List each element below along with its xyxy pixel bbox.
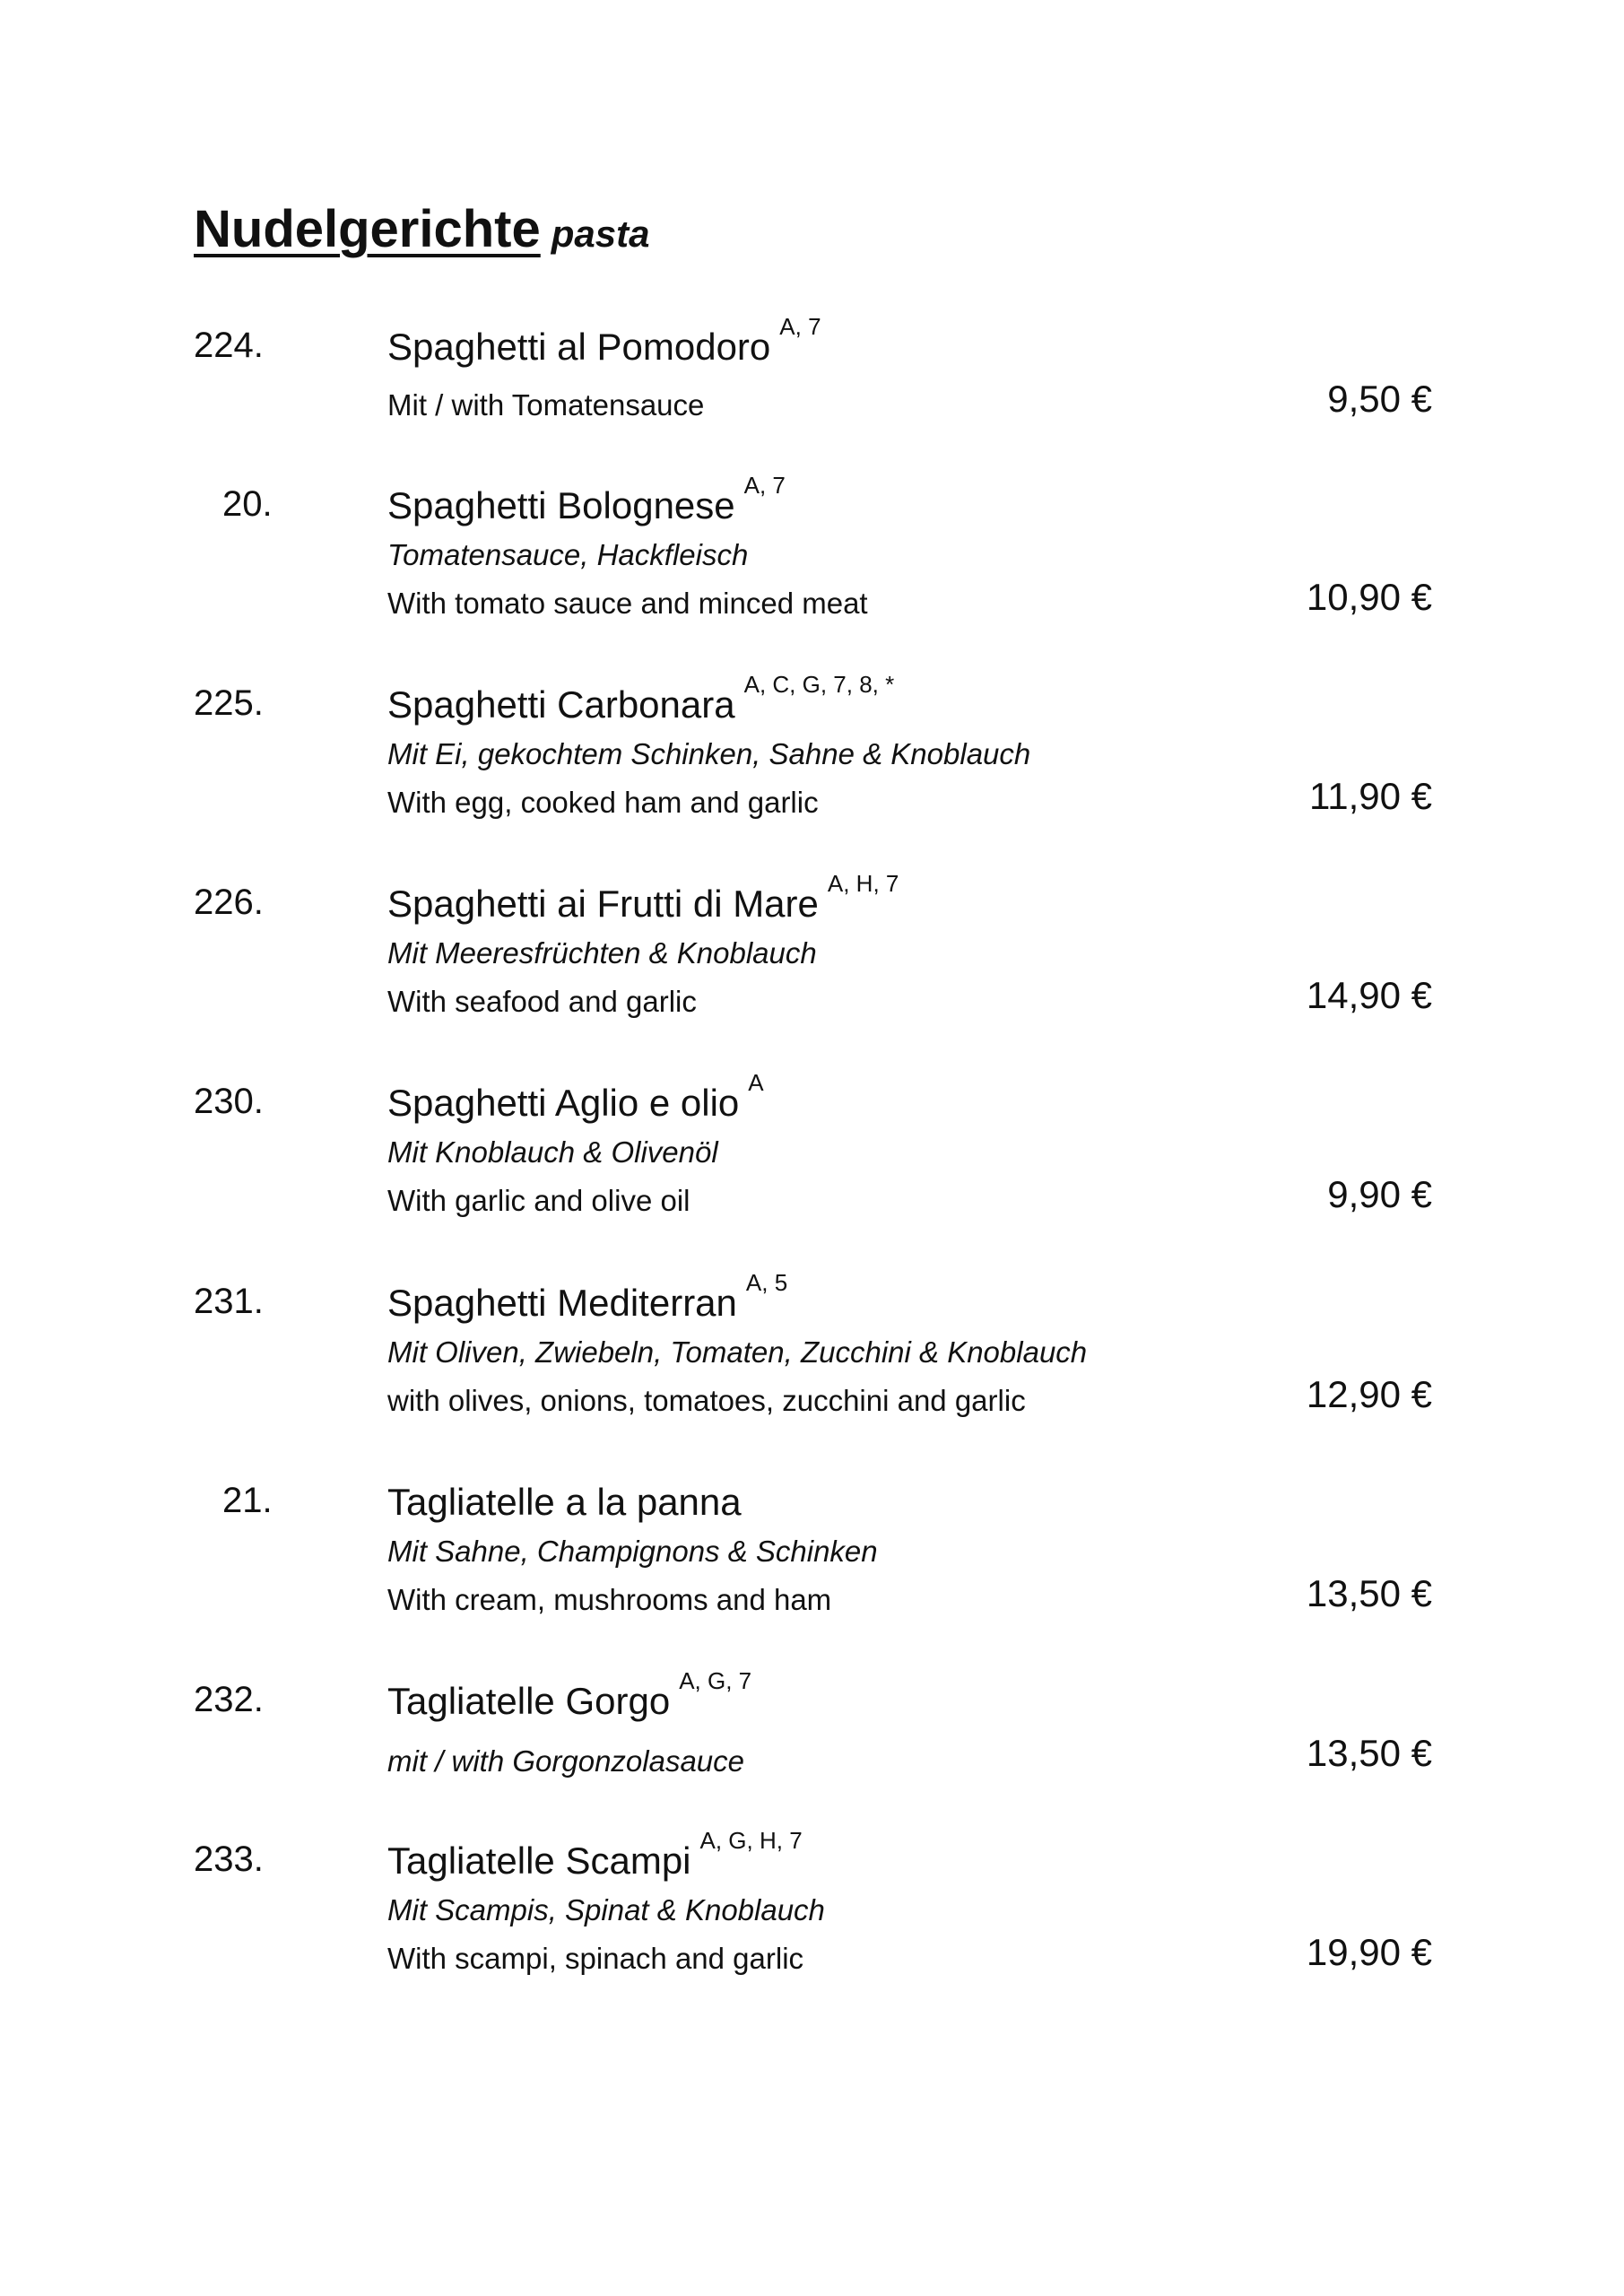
item-name: Tagliatelle a la panna — [387, 1481, 742, 1523]
item-description-en: Mit / with Tomatensauce — [387, 388, 705, 422]
item-allergens: A, 7 — [779, 313, 821, 340]
heading-title: Nudelgerichte — [194, 200, 541, 258]
item-price: 9,90 € — [1327, 1173, 1432, 1215]
item-number: 21. — [222, 1481, 273, 1520]
item-number: 225. — [194, 683, 264, 723]
item-description-en: With scampi, spinach and garlic — [387, 1942, 804, 1975]
item-description-en: With cream, mushrooms and ham — [387, 1583, 832, 1616]
item-price: 19,90 € — [1306, 1931, 1432, 1973]
item-number: 226. — [194, 883, 264, 922]
item-description-en: with olives, onions, tomatoes, zucchini and garlic — [387, 1384, 1026, 1417]
item-price: 9,50 € — [1327, 378, 1432, 420]
item-number: 233. — [194, 1839, 264, 1879]
item-number: 230. — [194, 1082, 264, 1121]
item-description-de: Mit Scampis, Spinat & Knoblauch — [387, 1893, 825, 1926]
item-number: 232. — [194, 1680, 264, 1719]
item-price: 13,50 € — [1306, 1732, 1432, 1774]
item-name: Spaghetti Mediterran $^{A, 5}$ — [387, 1269, 788, 1324]
item-price: 13,50 € — [1306, 1572, 1432, 1614]
item-description-de: Tomatensauce, Hackfleisch — [387, 538, 749, 571]
item-description-de: Mit Knoblauch & Olivenöl — [387, 1135, 718, 1169]
item-allergens: A, 5 — [745, 1269, 788, 1296]
item-name: Spaghetti Aglio e olio $^A$ — [387, 1069, 764, 1124]
item-name: Tagliatelle Scampi $^{A, G, H, 7}$ — [387, 1827, 803, 1882]
item-number: 231. — [194, 1282, 264, 1321]
item-name: Spaghetti al Pomodoro $^{A, 7}$ — [387, 313, 821, 368]
item-description-en: With tomato sauce and minced meat — [387, 587, 868, 620]
item-allergens: A, C, G, 7, 8, * — [743, 671, 895, 698]
item-allergens: A — [748, 1069, 764, 1096]
item-number: 20. — [222, 484, 273, 524]
item-allergens: A, G, H, 7 — [699, 1827, 803, 1854]
item-allergens: A, H, 7 — [827, 870, 899, 897]
item-allergens: A, G, 7 — [679, 1667, 752, 1694]
item-price: 11,90 € — [1308, 775, 1432, 817]
item-name: Spaghetti ai Frutti di Mare $^{A, H, 7}$ — [387, 870, 899, 925]
item-description-en: With egg, cooked ham and garlic — [387, 786, 819, 819]
item-description-en: With garlic and olive oil — [387, 1184, 690, 1217]
item-name: Spaghetti Bolognese $^{A, 7}$ — [387, 472, 786, 526]
item-name: Tagliatelle Gorgo $^{A, G, 7}$ — [387, 1667, 752, 1722]
item-price: 10,90 € — [1306, 576, 1432, 618]
item-allergens: A, 7 — [743, 472, 786, 499]
item-description-de: Mit Sahne, Champignons & Schinken — [387, 1535, 878, 1568]
item-description-de: Mit Oliven, Zwiebeln, Tomaten, Zucchini & Knoblauch — [387, 1335, 1088, 1369]
item-description-de: Mit Meeresfrüchten & Knoblauch — [387, 936, 817, 970]
item-name: Spaghetti Carbonara $^{A, C, G, 7, 8, *}$ — [387, 671, 895, 726]
item-description-de: Mit Ei, gekochtem Schinken, Sahne & Knoblauch — [387, 737, 1031, 770]
item-price: 14,90 € — [1306, 974, 1432, 1016]
heading-subtitle: pasta — [551, 213, 650, 255]
item-description-en: With seafood and garlic — [387, 985, 697, 1018]
item-description-en: mit / with Gorgonzolasauce — [387, 1744, 745, 1778]
item-price: 12,90 € — [1306, 1373, 1432, 1415]
item-number: 224. — [194, 326, 264, 365]
menu-heading — [194, 199, 649, 259]
